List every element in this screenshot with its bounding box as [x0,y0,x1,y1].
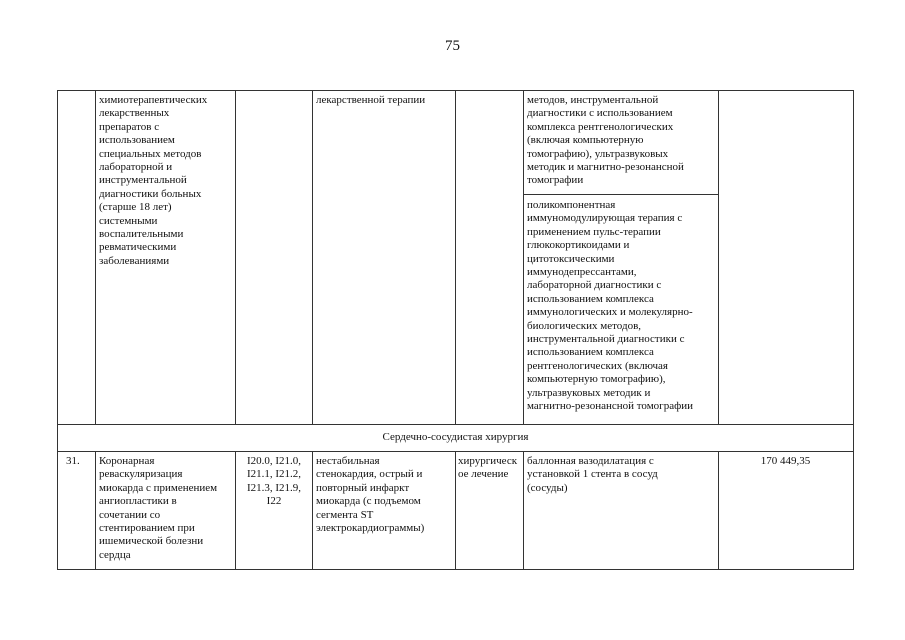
row-number: 31. [66,455,80,467]
continuation-method-cell-a: методов, инструментальной диагностики с использованием комплекса рентгенологических (включая компьютерную томографию), ультразвуковых методик и магнитно-резонансной томографии [527,94,684,187]
col-line-2 [235,90,236,424]
col-line-5b [523,451,524,569]
col-line-1 [95,90,96,424]
row-diagnosis: нестабильная стенокардия, острый и повторный инфаркт миокарда (с подъемом сегмента ST электрокардиограммы) [316,455,425,535]
row-icd-codes: I20.0, I21.0, I21.1, I21.2, I21.3, I21.9, I22 [246,455,302,508]
table-bottom-border [57,569,854,570]
col-line-6 [718,90,719,424]
col-line-4 [455,90,456,424]
col-line-0 [57,90,58,570]
cell-split-line [523,194,718,195]
col-line-5 [523,90,524,424]
continuation-diagnosis-cell: лекарственной терапии [316,94,426,106]
continuation-name-cell: химиотерапевтических лекарственных препаратов с использованием специальных методов лабораторной и инструментальной диагностики больных (старше 18 лет) системными воспалительными ревматическими заболеваниями [99,94,208,267]
section-top-border [57,424,854,425]
page-number: 75 [445,38,460,54]
row-treatment-method: баллонная вазодилатация с установкой 1 стента в сосуд (сосуды) [527,455,658,494]
section-title: Сердечно-сосудистая хирургия [382,431,529,443]
col-line-6b [718,451,719,569]
col-line-3b [312,451,313,569]
col-line-4b [455,451,456,569]
col-line-1b [95,451,96,569]
continuation-method-cell-b: поликомпонентная иммуномодулирующая терапия с применением пульс-терапии глюкокортикоидами и цитотоксическими иммунодепрессантами, лабораторной диагностики с использованием комплекса иммунологических и молекулярно- биологических методов, инструментальной диагностики с использованием комплекса рентгенологических (включая компьютерную томографию), ультразвуковых методик и магнитно-резонансной томографии [527,199,693,413]
row-cost: 170 449,35 [760,455,811,467]
col-line-7 [853,90,854,570]
row-treatment-type: хирургическ ое лечение [458,455,518,481]
col-line-3 [312,90,313,424]
row-procedure-name: Коронарная реваскуляризация миокарда с применением ангиопластики в сочетании со стентированием при ишемической болезни сердца [99,455,218,561]
